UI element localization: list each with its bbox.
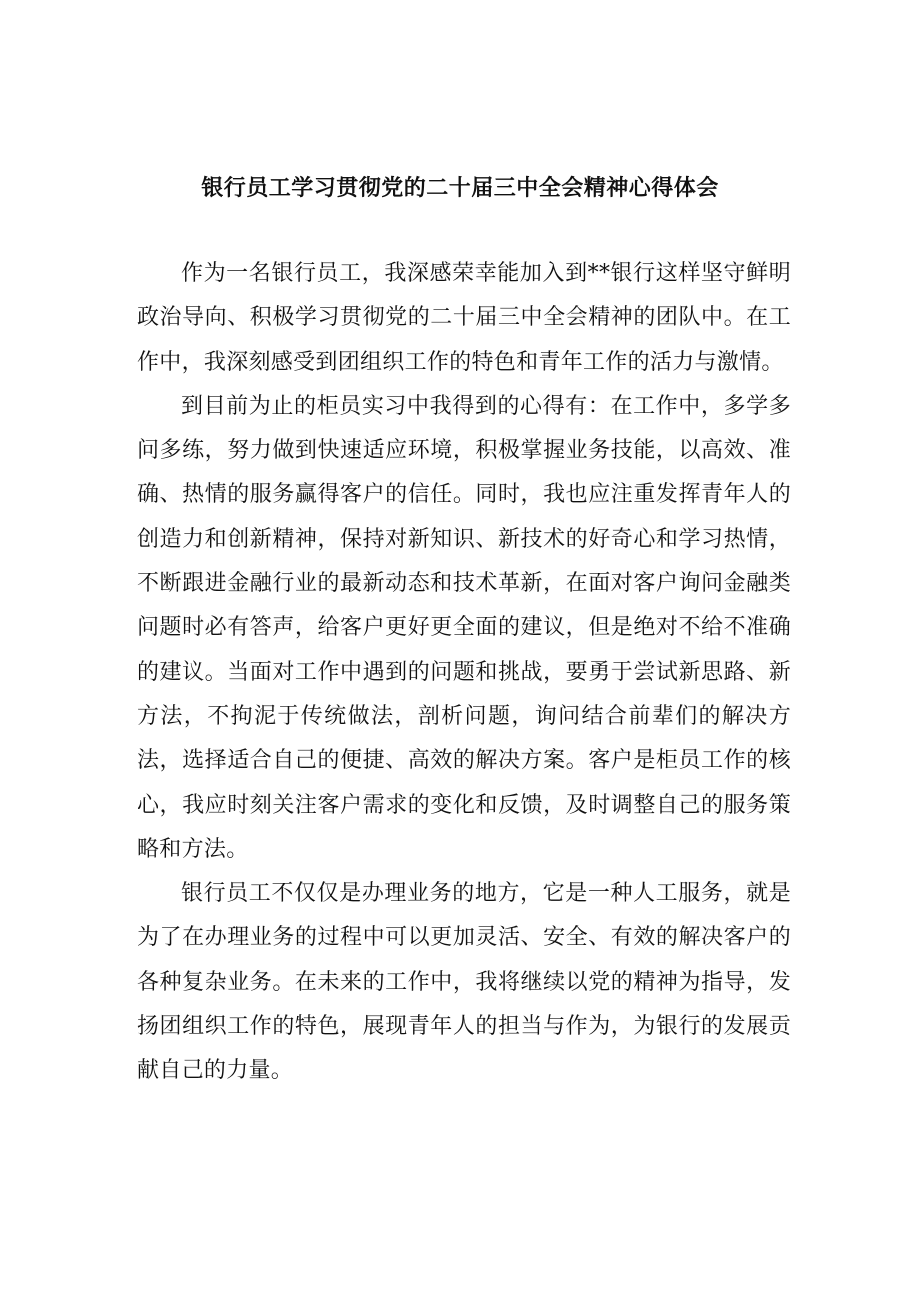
document-body bbox=[137, 252, 791, 1094]
document-title: 银行员工学习贯彻党的二十届三中全会精神心得体会 bbox=[201, 175, 719, 201]
paragraph-1: 作为一名银行员工，我深感荣幸能加入到**银行这样坚守鲜明政治导向、积极学习贯彻党的二十届三中全会精神的团队中。在工作中，我深刻感受到团组织工作的特色和青年工作的活力与激情。 bbox=[137, 261, 791, 375]
paragraph-2: 到目前为止的柜员实习中我得到的心得有：在工作中，多学多问多练，努力做到快速适应环境，积极掌握业务技能，以高效、准确、热情的服务赢得客户的信任。同时，我也应注重发挥青年人的创造力和创新精神，保持对新知识、新技术的好奇心和学习热情，不断跟进金融行业的最新动态和技术革新，在面对客户询问金融类问题时必有答声，给客户更好更全面的建议，但是绝对不给不准确的建议。当面对工作中遇到的问题和挑战，要勇于尝试新思路、新方法，不拘泥于传统做法，剖析问题，询问结合前辈们的解决方法，选择适合自己的便捷、高效的解决方案。客户是柜员工作的核心，我应时刻关注客户需求的变化和反馈，及时调整自己的服务策略和方法。 bbox=[137, 393, 791, 862]
paragraph-3: 银行员工不仅仅是办理业务的地方，它是一种人工服务，就是为了在办理业务的过程中可以更加灵活、安全、有效的解决客户的各种复杂业务。在未来的工作中，我将继续以党的精神为指导，发扬团组织工作的特色，展现青年人的担当与作为，为银行的发展贡献自己的力量。 bbox=[137, 881, 791, 1084]
